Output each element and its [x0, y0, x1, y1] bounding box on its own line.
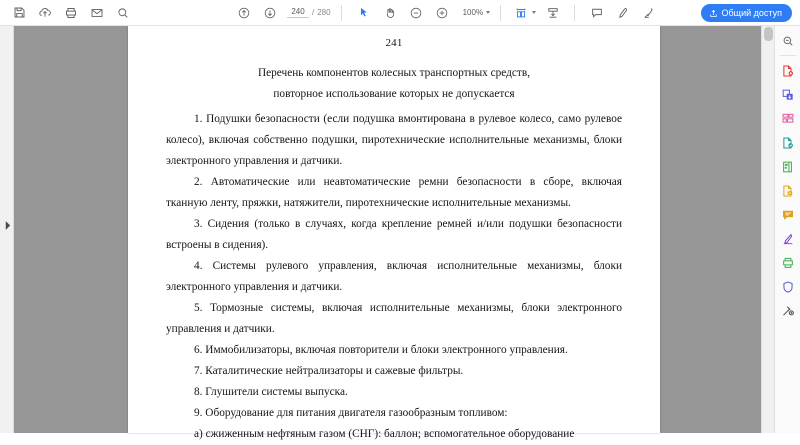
- print-icon[interactable]: [58, 2, 84, 24]
- zoom-in-icon[interactable]: [429, 2, 455, 24]
- page-number-input[interactable]: [287, 7, 309, 18]
- convert-to-pdf-icon[interactable]: [777, 59, 799, 83]
- upload-cloud-icon[interactable]: [32, 2, 58, 24]
- fill-and-sign-icon[interactable]: [777, 179, 799, 203]
- view-tools-group: [351, 2, 490, 24]
- previous-page-icon[interactable]: [231, 2, 257, 24]
- share-upload-icon: [709, 9, 718, 18]
- document-paragraph: 8. Глушители системы выпуска.: [194, 386, 348, 398]
- chevron-down-icon: [486, 11, 490, 14]
- document-paragraph: 6. Иммобилизаторы, включая повторители и блоки электронного управления.: [194, 344, 568, 356]
- draw-icon[interactable]: [777, 227, 799, 251]
- search-icon[interactable]: [110, 2, 136, 24]
- document-paragraph: 1. Подушки безопасности (если подушка вмонтирована в рулевое колесо, само рулевое колесо), включая собственно подушки, пиротехнические исполнительные механизмы, блоки электронного управления и датчики.: [166, 113, 622, 167]
- top-toolbar: [0, 0, 800, 26]
- fit-page-icon[interactable]: [508, 2, 534, 24]
- zoom-level-dropdown[interactable]: [461, 8, 490, 17]
- document-paragraph: 9. Оборудование для питания двигателя газообразным топливом:: [194, 407, 508, 419]
- protect-icon[interactable]: [777, 275, 799, 299]
- right-tools-rail: [774, 26, 800, 433]
- rail-divider: [780, 55, 796, 56]
- page-content: [128, 26, 660, 445]
- annotate-tools-group: [584, 2, 662, 24]
- share-button-label: Общий доступ: [721, 8, 782, 18]
- edit-pdf-icon[interactable]: [777, 131, 799, 155]
- compress-pdf-icon[interactable]: [777, 155, 799, 179]
- toolbar-divider-1: [341, 5, 342, 21]
- document-viewport[interactable]: [14, 26, 773, 440]
- page-layout-icon[interactable]: [540, 2, 566, 24]
- export-pdf-icon[interactable]: [777, 83, 799, 107]
- mail-icon[interactable]: [84, 2, 110, 24]
- zoom-out-icon[interactable]: [403, 2, 429, 24]
- search-icon[interactable]: [777, 29, 799, 53]
- page-total-label: 280: [317, 8, 331, 17]
- page-folio-number: 241: [385, 37, 403, 49]
- left-sidebar-rail: [0, 26, 14, 433]
- document-paragraph: 7. Каталитические нейтрализаторы и сажевые фильтры.: [194, 365, 464, 377]
- document-page: [128, 26, 660, 440]
- redact-icon[interactable]: [777, 299, 799, 323]
- comment-icon[interactable]: [777, 203, 799, 227]
- print-icon[interactable]: [777, 251, 799, 275]
- toolbar-divider-2: [500, 5, 501, 21]
- layout-tools-group: [508, 2, 566, 24]
- file-tools-group: [6, 2, 136, 24]
- pen-icon[interactable]: [610, 2, 636, 24]
- toolbar-divider-3: [574, 5, 575, 21]
- document-paragraph: 2. Автоматические или неавтоматические ремни безопасности в сборе, включая тканную ленту, пряжки, натяжители, пиротехнические исполнительные механизмы.: [166, 176, 622, 209]
- vertical-scrollbar[interactable]: [761, 26, 774, 433]
- share-button[interactable]: [701, 4, 792, 22]
- page-separator: /: [312, 8, 315, 17]
- next-page-icon[interactable]: [257, 2, 283, 24]
- hand-tool-icon[interactable]: [377, 2, 403, 24]
- fit-page-chevron-icon[interactable]: [532, 11, 536, 14]
- document-paragraph: 3. Сидения (только в случаях, когда крепление ремней и/или подушки безопасности встроены в сидения).: [166, 218, 622, 251]
- page-number-control: [287, 7, 331, 18]
- signature-icon[interactable]: [636, 2, 662, 24]
- organize-pages-icon[interactable]: [777, 107, 799, 131]
- comment-icon[interactable]: [584, 2, 610, 24]
- document-paragraph: 4. Системы рулевого управления, включая исполнительные механизмы, блоки электронного управления и датчики.: [166, 260, 622, 293]
- select-cursor-icon[interactable]: [351, 2, 377, 24]
- page-nav-group: [231, 2, 331, 24]
- document-paragraph: а) сжиженным нефтяным газом (СНГ): баллон; вспомогательное оборудование: [194, 428, 575, 440]
- save-icon[interactable]: [6, 2, 32, 24]
- document-heading-line-2: повторное использование которых не допускается: [273, 88, 515, 100]
- document-heading-line-1: Перечень компонентов колесных транспортных средств,: [257, 67, 531, 79]
- zoom-level-label: 100%: [462, 8, 484, 17]
- vertical-scrollbar-thumb[interactable]: [764, 27, 773, 41]
- expand-sidebar-button[interactable]: [2, 218, 12, 232]
- document-paragraph: 5. Тормозные системы, включая исполнительные механизмы, блоки электронного управления и датчики.: [166, 302, 622, 335]
